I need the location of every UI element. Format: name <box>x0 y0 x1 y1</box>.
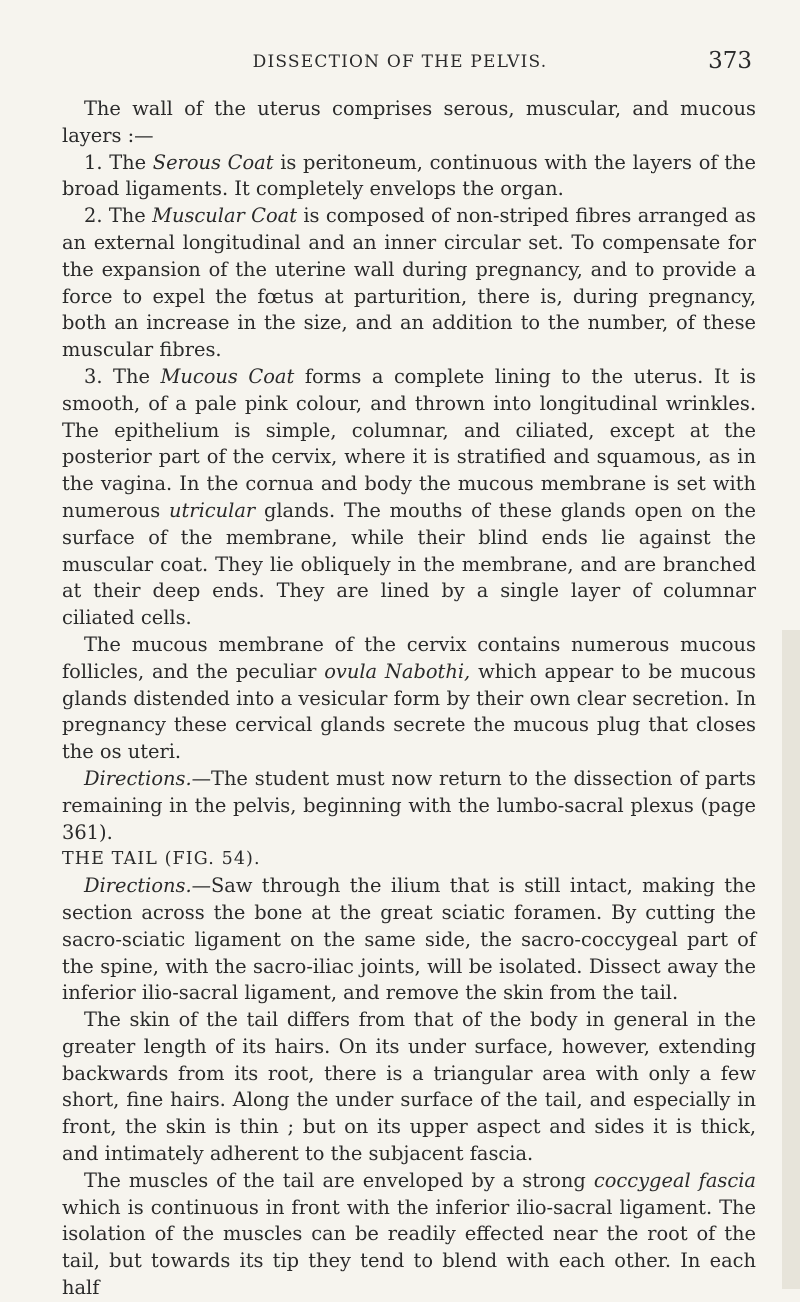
paragraph-text: is peritoneum, continuous with the layers of the broad ligaments. It completely envelops the organ. <box>62 150 757 201</box>
paragraph-text: which is continuous in front with the inferior ilio-sacral ligament. The isolation of the muscles can be readily effected near the root of the tail, but towards its tip they tend to blend with each other. In each half <box>62 1195 756 1300</box>
paragraph-mucous-coat <box>62 364 756 632</box>
paragraph-text: The muscles of the tail are enveloped by a strong <box>84 1168 586 1192</box>
paragraph-text: which appear to be mucous glands distended into a vesicular form by their own clear secretion. In pregnancy these cervical glands secrete the mucous plug that closes the os uteri. <box>62 659 756 764</box>
page-body <box>62 96 756 1302</box>
paragraph-uterus-wall <box>62 96 756 150</box>
paragraph-serous-coat <box>62 150 756 204</box>
term-directions: Directions. <box>84 874 192 898</box>
list-number: 1. The <box>84 150 147 174</box>
term-directions: Directions. <box>84 766 192 790</box>
list-number: 2. The <box>84 204 146 228</box>
paragraph-text: forms a complete lining to the uterus. It is smooth, of a pale pink colour, and thrown into longitudinal wrinkles. The epithelium is simple, columnar, and ciliated, except at the posterior part of the cervix, where it is stratified and squamous, as in the vagina. In the cornua and body the mucous membrane is set with numerous <box>62 364 756 522</box>
page-header <box>0 48 800 88</box>
paragraph-muscular-coat <box>62 203 756 364</box>
paragraph-text: The skin of the tail differs from that of the body in general in the greater length of its hairs. On its under surface, however, extending backwards from its root, there is a triangular area with only a few short, fine hairs. Along the under surface of the tail, and especially in front, the skin is thin ; but on its upper aspect and sides it is thick, and intimately adherent to the subjacent fascia. <box>62 1008 756 1166</box>
term-serous-coat: Serous Coat <box>152 150 274 174</box>
term-muscular-coat: Muscular Coat <box>152 204 297 228</box>
page-number: 373 <box>708 48 752 74</box>
paragraph-text: The wall of the uterus comprises serous, muscular, and mucous layers :— <box>62 97 756 147</box>
paragraph-text: —Saw through the ilium that is still intact, making the section across the bone at the great sciatic foramen. By cutting the sacro-sciatic ligament on the same side, the sacro-coccygeal part of the spine, with the sacro-iliac joints, will be isolated. Dissect away the inferior ilio-sacral ligament, and remove the skin from the tail. <box>62 874 756 1005</box>
paragraph-cervix <box>62 632 756 766</box>
paragraph-text: —The student must now return to the dissection of parts remaining in the pelvis, beginning with the lumbo-sacral plexus (page 361). <box>62 766 756 844</box>
paragraph-tail-muscles <box>62 1168 756 1302</box>
paragraph-directions-pelvis <box>62 766 756 846</box>
running-head: DISSECTION OF THE PELVIS. <box>252 52 548 72</box>
paragraph-tail-skin <box>62 1007 756 1168</box>
term-ovula-nabothi: ovula Nabothi, <box>324 659 471 683</box>
paragraph-text: is composed of non-striped fibres arranged as an external longitudinal and an inner circular set. To compensate for the expansion of the uterine wall during pregnancy, and to provide a force to expel the fœtus at parturition, there is, during pregnancy, both an increase in the size, and an addition to the number, of these muscular fibres. <box>62 204 757 362</box>
section-heading: THE TAIL (FIG. 54). <box>62 849 261 870</box>
term-coccygeal-fascia: coccygeal fascia <box>593 1168 756 1192</box>
paragraph-directions-tail <box>62 873 756 1007</box>
list-number: 3. The <box>84 364 150 388</box>
term-utricular: utricular <box>169 498 256 522</box>
page-edge-shadow <box>782 630 800 1289</box>
paragraph-text: glands. The mouths of these glands open on the surface of the membrane, while their blind ends lie against the muscular coat. They lie obliquely in the membrane, and are branched at their deep ends. They are lined by a single layer of columnar ciliated cells. <box>62 498 756 630</box>
paragraph-text: The mucous membrane of the cervix contains numerous mucous follicles, and the peculiar <box>62 632 756 683</box>
term-mucous-coat: Mucous Coat <box>160 364 295 388</box>
